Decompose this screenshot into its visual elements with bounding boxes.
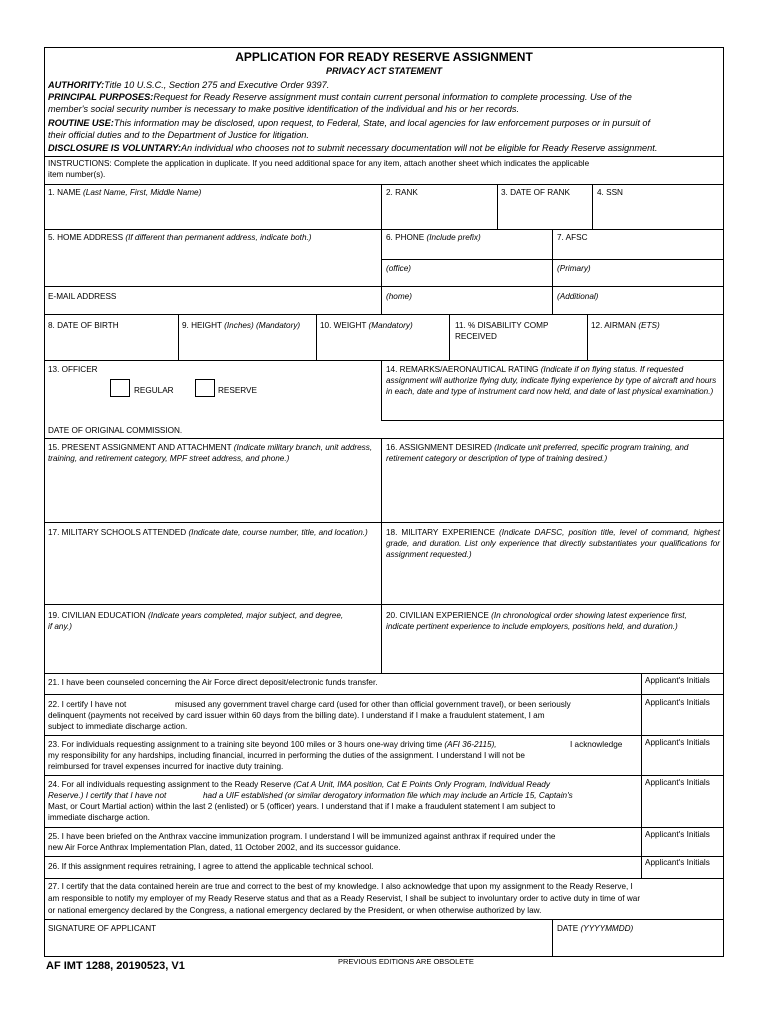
reserve-label: RESERVE [218, 386, 257, 395]
name-label[interactable] [48, 188, 201, 199]
regular-label: REGULAR [134, 386, 174, 395]
regular-checkbox[interactable] [110, 379, 130, 397]
civilian-experience-label[interactable] [386, 610, 704, 632]
remarks-number: 14. REMARKS/AERONAUTICAL RATING [386, 365, 539, 374]
civ-exp-hint: (In chronological order showing latest experience first, indicate pertinent experience to include employers, positions held, and duration.) [386, 611, 687, 631]
initials-21[interactable]: Applicant's Initials [645, 676, 710, 685]
form-number: AF IMT 1288, 20190523, V1 [46, 960, 185, 972]
statement-23-afi: (AFI 36-2115), [444, 740, 497, 749]
rule [44, 604, 724, 605]
rule [44, 878, 724, 879]
statement-23-ack: I acknowledge [570, 740, 623, 749]
home-address-number: 5. HOME ADDRESS [48, 233, 124, 242]
rule [44, 360, 724, 361]
statement-24-b1: Reserve.) I certify that I have not [48, 791, 167, 800]
purposes-label: PRINCIPAL PURPOSES: [48, 92, 154, 102]
home-phone-label[interactable]: (home) [386, 292, 412, 301]
authority-line [48, 79, 329, 91]
authority-label: AUTHORITY: [48, 80, 105, 90]
statement-27-c: or national emergency declared by the Congress, a national emergency declared by the President, or when otherwise authorized by law. [48, 906, 542, 915]
statement-27-b: am responsible to notify my employer of my Ready Reserve status and that as a Ready Reservist, I shall be subject to involuntary order to active duty in time of war [48, 894, 641, 903]
experience-hint: (Indicate DAFSC, position title, level of command, highest grade, and duration. List only experience that directly substantiates your qualifications for assignment requested.) [386, 528, 720, 559]
office-phone-label[interactable]: (office) [386, 264, 412, 273]
civ-edu-hint: (Indicate years completed, major subject, and degree, if any.) [48, 611, 344, 631]
disability-label-2: RECEIVED [455, 332, 497, 341]
statement-24-d: immediate discharge action. [48, 813, 150, 822]
rule [44, 522, 724, 523]
rule [552, 229, 553, 314]
statement-24-c: Mast, or Court Martial action) within the last 2 (enlisted) or 5 (officer) years. I understand that if I make a fraudulent statement I am subject to [48, 802, 556, 811]
height-label[interactable] [182, 321, 300, 332]
remarks-label[interactable] [386, 364, 720, 397]
date-of-rank-label[interactable]: 3. DATE OF RANK [501, 188, 570, 197]
form-title: APPLICATION FOR READY RESERVE ASSIGNMENT [235, 50, 533, 64]
civilian-education-label[interactable] [48, 610, 348, 632]
initials-24[interactable]: Applicant's Initials [645, 778, 710, 787]
initials-23[interactable]: Applicant's Initials [645, 738, 710, 747]
rule [552, 919, 553, 957]
email-label[interactable]: E-MAIL ADDRESS [48, 292, 117, 301]
weight-number: 10. WEIGHT [320, 321, 367, 330]
statement-25-b: new Air Force Anthrax Implementation Plan, dated, 11 October 2002, and its successor guidance. [48, 843, 401, 852]
rule [44, 229, 724, 230]
rank-label[interactable]: 2. RANK [386, 188, 418, 197]
statement-24-b2: had a UIF established (or similar derogatory information file which may include an Article 15, Captain's [203, 791, 573, 800]
home-address-hint: (If different than permanent address, indicate both.) [125, 233, 312, 242]
rule [587, 314, 588, 360]
statement-25-a: 25. I have been briefed on the Anthrax vaccine immunization program. I understand I will be immunized against anthrax if required under the [48, 832, 556, 841]
desired-hint: (Indicate unit preferred, specific program training, and retirement category or description of type of training desired.) [386, 443, 689, 463]
rule [44, 919, 724, 920]
home-address-label[interactable] [48, 233, 312, 244]
reserve-checkbox[interactable] [195, 379, 215, 397]
civ-exp-number: 20. CIVILIAN EXPERIENCE [386, 611, 489, 620]
rule [44, 156, 724, 157]
schools-number: 17. MILITARY SCHOOLS ATTENDED [48, 528, 187, 537]
routine-text-2: their official duties and to the Department of Justice for litigation. [48, 130, 309, 140]
present-hint: (Indicate military branch, unit address, training, and retirement category, MPF street address, and phone.) [48, 443, 373, 463]
rule [44, 735, 724, 736]
afsc-label[interactable]: 7. AFSC [557, 233, 588, 242]
initials-22[interactable]: Applicant's Initials [645, 698, 710, 707]
instructions-2: item number(s). [48, 170, 106, 179]
purposes-text-2: member's social security number is necessary to make positive identification of the individual and his or her records. [48, 104, 520, 114]
statement-22-a: 22. I certify I have not [48, 700, 127, 709]
disclosure-label: DISCLOSURE IS VOLUNTARY: [48, 143, 181, 153]
statement-27-a: 27. I certify that the data contained herein are true and correct to the best of my knowledge. I also acknowledge that upon my assignment to the Ready Reserve, I [48, 882, 633, 891]
airman-hint: (ETS) [638, 321, 660, 330]
schools-hint: (Indicate date, course number, title, and location.) [188, 528, 368, 537]
height-hint: (Inches) (Mandatory) [224, 321, 301, 330]
statement-23-b: my responsibility for any hardships, including financial, incurred in performing the duties of the assignment. I understand I will not be [48, 751, 525, 760]
date-number: DATE [557, 924, 579, 933]
rule [44, 775, 724, 776]
routine-label: ROUTINE USE: [48, 118, 114, 128]
desired-number: 16. ASSIGNMENT DESIRED [386, 443, 492, 452]
routine-line [48, 117, 650, 129]
civ-edu-number: 19. CIVILIAN EDUCATION [48, 611, 146, 620]
rule [381, 259, 724, 260]
statement-23-a [48, 740, 497, 751]
present-number: 15. PRESENT ASSIGNMENT AND ATTACHMENT [48, 443, 232, 452]
statement-23-text: 23. For individuals requesting assignment to a training site beyond 100 miles or 3 hours one-way driving time [48, 740, 443, 749]
rule [381, 229, 382, 314]
rule [381, 420, 724, 421]
rule [316, 314, 317, 360]
airman-label[interactable] [591, 321, 660, 332]
rule [497, 184, 498, 229]
assignment-desired-label[interactable] [386, 442, 720, 464]
statement-23-c: reimbursed for travel expenses incurred for inactive duty training. [48, 762, 284, 771]
rule [44, 286, 724, 287]
statement-22-c: delinquent (payments not received by card issuer within 60 days from the billing date). I understand if I make a fraudulent statement, I am [48, 711, 545, 720]
rule [381, 360, 382, 420]
rule [44, 856, 724, 857]
weight-hint: (Mandatory) [368, 321, 413, 330]
statement-22-b: misused any government travel charge card (used for other than official government travel), or been seriously [175, 700, 571, 709]
rule [178, 314, 179, 360]
statement-24-text: 24. For all individuals requesting assignment to the Ready Reserve [48, 780, 292, 789]
rule [44, 438, 724, 439]
purposes-line [48, 91, 632, 103]
primary-afsc-label[interactable]: (Primary) [557, 264, 591, 273]
statement-21: 21. I have been counseled concerning the Air Force direct deposit/electronic funds transfer. [48, 678, 378, 687]
rule [592, 184, 593, 229]
instructions-1: INSTRUCTIONS: Complete the application in duplicate. If you need additional space for any item, attach another sheet which indicates the applicable [48, 159, 590, 168]
officer-label: 13. OFFICER [48, 365, 98, 374]
rule [381, 522, 382, 604]
rule [44, 184, 724, 185]
height-number: 9. HEIGHT [182, 321, 222, 330]
rule [44, 694, 724, 695]
rule [381, 438, 382, 522]
statement-24-a [48, 780, 550, 791]
weight-label[interactable] [320, 321, 413, 332]
statement-24-hint: (Cat A Unit, IMA position, Cat E Points Only Program, Individual Ready [293, 780, 550, 789]
date-hint: (YYYYMMDD) [580, 924, 634, 933]
signature-label[interactable]: SIGNATURE OF APPLICANT [48, 924, 157, 933]
statement-22-d: subject to immediate discharge action. [48, 722, 188, 731]
statement-26: 26. If this assignment requires retraining, I agree to attend the applicable technical school. [48, 862, 374, 871]
rule [381, 184, 382, 229]
date-label[interactable] [557, 924, 633, 935]
airman-number: 12. AIRMAN [591, 321, 637, 330]
name-number: 1. NAME [48, 188, 81, 197]
rule [449, 314, 450, 360]
remarks-hint: (Indicate if on flying status. If requested assignment will authorize flying duty, indicate flying experience by type of aircraft and hours in each, date and type of instrument card now held, and date of last physical examination.) [386, 365, 717, 396]
dob-label[interactable]: 8. DATE OF BIRTH [48, 321, 119, 330]
experience-number: 18. MILITARY EXPERIENCE [386, 528, 496, 537]
authority-text: Title 10 U.S.C., Section 275 and Executive Order 9397. [104, 80, 330, 90]
privacy-title: PRIVACY ACT STATEMENT [325, 66, 442, 76]
ssn-label[interactable]: 4. SSN [597, 188, 623, 197]
phone-hint: (Include prefix) [426, 233, 481, 242]
previous-editions-note: PREVIOUS EDITIONS ARE OBSOLETE [338, 957, 474, 966]
name-hint: (Last Name, First, Middle Name) [83, 188, 202, 197]
phone-number: 6. PHONE [386, 233, 425, 242]
rule [44, 314, 724, 315]
military-schools-label[interactable] [48, 527, 374, 538]
commission-date-label[interactable]: DATE OF ORIGINAL COMMISSION. [48, 426, 183, 435]
disclosure-text: An individual who chooses not to submit necessary documentation will not be eligible for Ready Reserve assignment. [180, 143, 658, 153]
disclosure-line [48, 142, 657, 154]
purposes-text-1: Request for Ready Reserve assignment must contain current personal information to complete processing. Use of the [153, 92, 632, 102]
present-assignment-label[interactable] [48, 442, 374, 464]
initials-25[interactable]: Applicant's Initials [645, 830, 710, 839]
rule [44, 827, 724, 828]
initials-26[interactable]: Applicant's Initials [645, 858, 710, 867]
disability-label-1[interactable]: 11. % DISABILITY COMP [455, 321, 549, 330]
additional-afsc-label[interactable]: (Additional) [557, 292, 599, 301]
military-experience-label[interactable] [386, 527, 720, 560]
phone-label[interactable] [386, 233, 481, 244]
rule [44, 673, 724, 674]
rule [381, 604, 382, 673]
routine-text-1: This information may be disclosed, upon request, to Federal, State, and local agencies for law enforcement purposes or in pursuit of [113, 118, 651, 128]
